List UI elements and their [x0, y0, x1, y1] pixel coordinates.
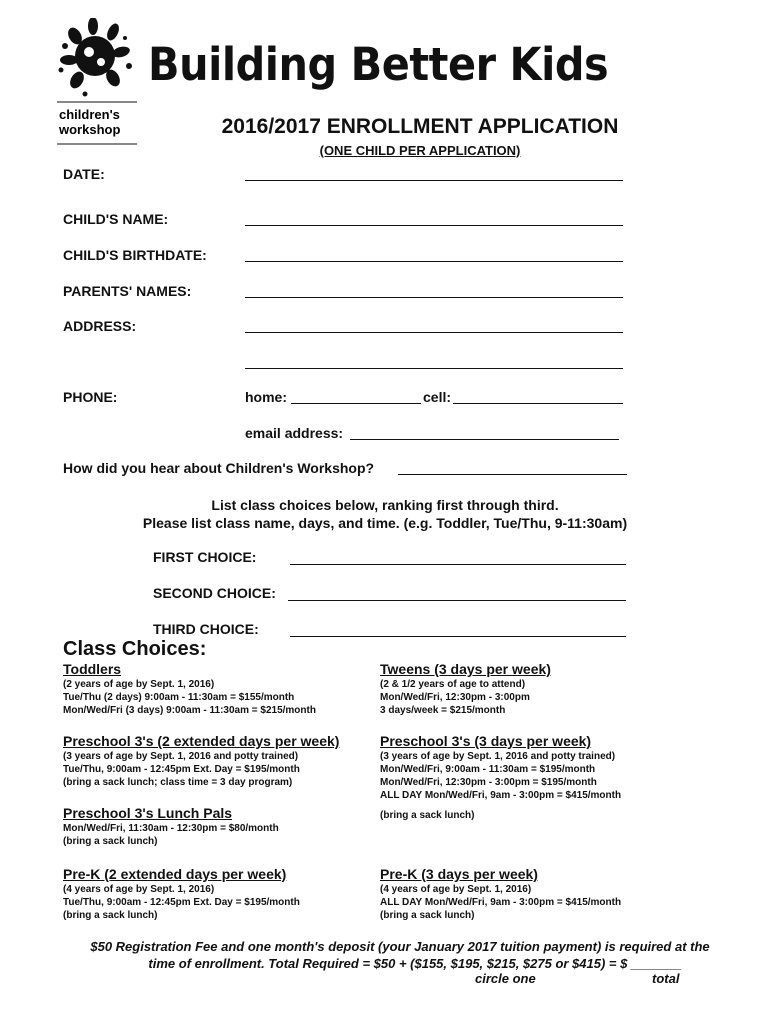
class-choices-heading: Class Choices:	[63, 638, 207, 660]
preschool3-extended-title: Preschool 3's (2 extended days per week)	[63, 733, 340, 749]
instructions-line-2: Please list class name, days, and time. (e.g. Toddler, Tue/Thu, 9-11:30am)	[142, 515, 628, 531]
cell-label: cell:	[423, 389, 452, 405]
child-name-label: CHILD'S NAME:	[63, 211, 169, 227]
email-field[interactable]	[350, 439, 619, 440]
toddlers-line: Mon/Wed/Fri (3 days) 9:00am - 11:30am = $215/month	[63, 705, 316, 716]
preschool3-3day-line: (3 years of age by Sept. 1, 2016 and potty trained)	[380, 751, 616, 762]
tweens-title: Tweens (3 days per week)	[380, 661, 551, 677]
preschool3-extended-line: Tue/Thu, 9:00am - 12:45pm Ext. Day = $195/month	[63, 764, 300, 775]
logo-text-childrens: children's	[59, 107, 120, 122]
preschool3-extended-block	[63, 733, 339, 789]
circle-one-label: circle one	[475, 971, 536, 986]
child-name-field[interactable]	[245, 225, 623, 226]
prek-3day-line: (4 years of age by Sept. 1, 2016)	[380, 884, 532, 895]
prek-extended-block	[63, 866, 300, 922]
prek-extended-title: Pre-K (2 extended days per week)	[63, 866, 287, 882]
hear-about-field[interactable]	[398, 474, 627, 475]
preschool3-3day-block	[380, 733, 621, 822]
preschool3-extended-line: (3 years of age by Sept. 1, 2016 and potty trained)	[63, 751, 299, 762]
third-choice-field[interactable]	[290, 636, 626, 637]
prek-3day-title: Pre-K (3 days per week)	[380, 866, 538, 882]
prek-extended-line: (bring a sack lunch)	[63, 910, 158, 921]
hear-about-label: How did you hear about Children's Workshop?	[63, 460, 375, 476]
prek-3day-line: (bring a sack lunch)	[380, 910, 475, 921]
birthdate-label: CHILD'S BIRTHDATE:	[63, 247, 207, 263]
tweens-line: (2 & 1/2 years of age to attend)	[380, 679, 526, 690]
preschool3-3day-line: Mon/Wed/Fri, 12:30pm - 3:00pm = $195/month	[380, 777, 597, 788]
tweens-line: 3 days/week = $215/month	[380, 705, 506, 716]
preschool3-3day-line: Mon/Wed/Fri, 9:00am - 11:30am = $195/month	[380, 764, 596, 775]
cell-phone-field[interactable]	[453, 403, 623, 404]
total-required-note: time of enrollment. Total Required = $50 + ($155, $195, $215, $275 or $415) = $ _______	[148, 956, 682, 971]
second-choice-field[interactable]	[288, 600, 626, 601]
email-label: email address:	[245, 425, 344, 441]
second-choice-label: SECOND CHOICE:	[153, 585, 276, 601]
home-label: home:	[245, 389, 287, 405]
preschool3-3day-title: Preschool 3's (3 days per week)	[380, 733, 592, 749]
lunch-pals-line: (bring a sack lunch)	[63, 836, 158, 847]
tweens-block	[380, 661, 551, 717]
prek-3day-block	[380, 866, 621, 922]
birthdate-field[interactable]	[245, 261, 623, 262]
address-field-line-1[interactable]	[245, 332, 623, 333]
logo-text-workshop: workshop	[59, 122, 121, 137]
preschool3-3day-note: (bring a sack lunch)	[380, 810, 475, 821]
date-label: DATE:	[63, 166, 105, 182]
registration-fee-note: $50 Registration Fee and one month's deposit (your January 2017 tuition payment) is required at the	[90, 939, 710, 954]
first-choice-label: FIRST CHOICE:	[153, 549, 257, 565]
preschool3-3day-line: ALL DAY Mon/Wed/Fri, 9am - 3:00pm = $415/month	[380, 790, 622, 801]
date-field[interactable]	[245, 180, 623, 181]
total-label: total	[652, 971, 680, 986]
toddlers-line: Tue/Thu (2 days) 9:00am - 11:30am = $155/month	[63, 692, 295, 703]
page-title: 2016/2017 ENROLLMENT APPLICATION	[221, 115, 619, 138]
tweens-line: Mon/Wed/Fri, 12:30pm - 3:00pm	[380, 692, 530, 703]
prek-extended-line: Tue/Thu, 9:00am - 12:45pm Ext. Day = $195/month	[63, 897, 300, 908]
prek-3day-line: ALL DAY Mon/Wed/Fri, 9am - 3:00pm = $415/month	[380, 897, 622, 908]
address-field-line-2[interactable]	[245, 368, 623, 369]
lunch-pals-block	[63, 805, 279, 848]
page-subtitle: (ONE CHILD PER APPLICATION)	[319, 143, 521, 158]
prek-extended-line: (4 years of age by Sept. 1, 2016)	[63, 884, 215, 895]
toddlers-block	[63, 661, 316, 717]
lunch-pals-title: Preschool 3's Lunch Pals	[63, 805, 233, 821]
lunch-pals-line: Mon/Wed/Fri, 11:30am - 12:30pm = $80/month	[63, 823, 279, 834]
parents-label: PARENTS' NAMES:	[63, 283, 192, 299]
preschool3-extended-line: (bring a sack lunch; class time = 3 day program)	[63, 777, 293, 788]
first-choice-field[interactable]	[290, 564, 626, 565]
brand-title: Building Better Kids	[148, 38, 609, 91]
instructions-line-1: List class choices below, ranking first through third.	[211, 497, 559, 513]
toddlers-title: Toddlers	[63, 661, 122, 677]
toddlers-line: (2 years of age by Sept. 1, 2016)	[63, 679, 215, 690]
parents-field[interactable]	[245, 297, 623, 298]
address-label: ADDRESS:	[63, 318, 137, 334]
third-choice-label: THIRD CHOICE:	[153, 621, 259, 637]
home-phone-field[interactable]	[291, 403, 421, 404]
phone-label: PHONE:	[63, 389, 118, 405]
